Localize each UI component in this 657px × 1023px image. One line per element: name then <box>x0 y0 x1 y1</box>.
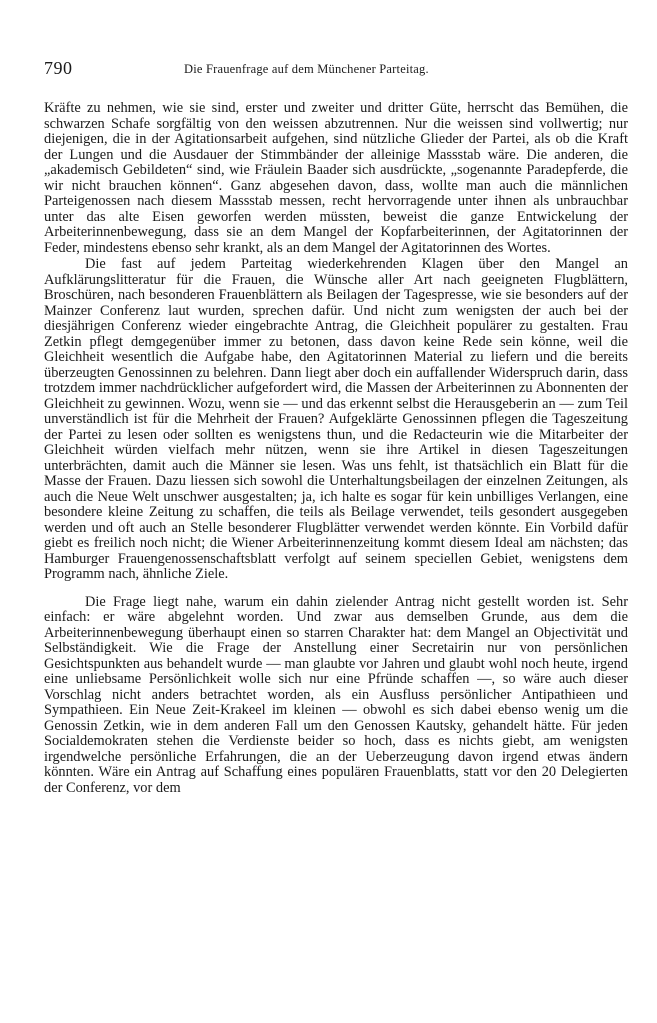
paragraph: Die fast auf jedem Parteitag wiederkehrenden Klagen über den Mangel an Aufklärungslitteratur für die Frauen, die Wünsche aller Art nach geeigneten Flugblättern, Broschüren, nach besonderen Frauenblättern als Beilagen der Tagespresse, wie sie besonders auf der Mainzer Conferenz laut wurden, sprechen dafür. Und nicht zum wenigsten der auch bei der diesjährigen Conferenz wieder eingebrachte Antrag, die Gleichheit populärer zu gestalten. Frau Zetkin pflegt demgegenüber immer zu betonen, dass davon keine Rede sein könne, weil die Gleichheit wesentlich die Aufgabe habe, den Agitatorinnen Material zu liefern und die bereits überzeugten Genossinnen zu belehren. Dann liegt aber doch ein auffallender Widerspruch darin, dass trotzdem immer nachdrücklicher aufgefordert wird, die Massen der Arbeiterinnen zu Abonnenten der Gleichheit zu gewinnen. Wozu, wenn sie — und das erkennt selbst die Herausgeberin an — zum Teil unverständlich ist für die Mehrheit der Frauen? Aufgeklärte Genossinnen pflegen die Tageszeitung der Partei zu lesen oder sollten es wenigstens thun, und die Redacteurin wie die Mitarbeiter der Gleichheit würden vielfach mehr nützen, wenn sie ihre Artikel in diesen Tageszeitungen unterbrächten, damit auch die Männer sie lesen. Was uns fehlt, ist thatsächlich ein Blatt für die Masse der Frauen. Dazu liessen sich sowohl die Unterhaltungsbeilagen der einzelnen Zeitungen, als auch die Neue Welt unschwer ausgestalten; ja, ich halte es sogar für kein unbilliges Verlangen, eine besondere kleine Zeitung zu schaffen, die teils als Beilage verwendet, teils gesondert ausgegeben werden und oft auch an Stelle besonderer Flugblätter verwendet werden könnte. Ein Vorbild dafür giebt es freilich noch nicht; die Wiener Arbeiterinnenzeitung kommt diesem Ideal am nächsten; das Hamburger Frauengenossenschaftsblatt verfolgt auf seinem speciellen Gebiet, wenigstens dem Programm nach, ähnliche Ziele. <box>44 256 628 582</box>
body-text <box>44 101 628 796</box>
running-title: Die Frauenfrage auf dem Münchener Parteitag. <box>184 62 429 76</box>
page-header <box>44 58 632 84</box>
paragraph: Die Frage liegt nahe, warum ein dahin zielender Antrag nicht gestellt worden ist. Sehr einfach: er wäre abgelehnt worden. Und zwar aus demselben Grunde, aus dem die Arbeiterinnenbewegung überhaupt einen so starren Charakter hat: dem Mangel an Objectivität und Selbständigkeit. Wie die Frage der Anstellung einer Secretairin nur von persönlichen Gesichtspunkten aus behandelt wurde — man glaubte vor Jahren und glaubt wohl noch heute, irgend eine unliebsame Persönlichkeit wolle sich nur eine Pfründe schaffen —, so wäre auch dieser Vorschlag nicht anders betrachtet worden, als ein Ausfluss persönlicher Antipathieen und Sympathieen. Ein Neue Zeit-Krakeel im kleinen — obwohl es sich dabei ebenso wenig um die Genossin Zetkin, wie in dem anderen Fall um den Genossen Kautsky, gehandelt hätte. Für jeden Socialdemokraten stehen die Verdienste beider so hoch, dass es nichts giebt, am wenigsten irgendwelche persönliche Erfahrungen, die an der Ueberzeugung davon irgend etwas ändern könnten. Wäre ein Antrag auf Schaffung eines populären Frauenblatts, statt vor den 20 Delegierten der Conferenz, vor dem <box>44 593 628 796</box>
page-number: 790 <box>44 58 73 78</box>
paragraph-continued: Kräfte zu nehmen, wie sie sind, erster und zweiter und dritter Güte, herrscht das Bemühen, die schwarzen Schafe sorgfältig von den weissen abzutrennen. Nur die weissen sind vollwertig; nur diejenigen, die in der Agitationsarbeit aufgehen, sind nützliche Glieder der Partei, als ob die Kraft der Lungen und die Ausdauer der Stimmbänder der alleinige Massstab wäre. Die anderen, die „akademisch Gebildeten“ sind, wie Fräulein Baader sich ausdrückte, „sogenannte Paradepferde, die wir nicht brauchen können“. Ganz abgesehen davon, dass, wollte man auch die männlichen Parteigenossen nach diesem Massstab messen, recht hervorragende unter ihnen als unbrauchbar unter das alte Eisen geworfen werden müssten, beweist die ganze Entwickelung der Arbeiterinnenbewegung, dass sie an dem Mangel der Kopfarbeiterinnen, der Agitatorinnen der Feder, mindestens ebenso sehr krankt, als an dem Mangel der Agitatorinnen des Wortes. <box>44 100 628 256</box>
